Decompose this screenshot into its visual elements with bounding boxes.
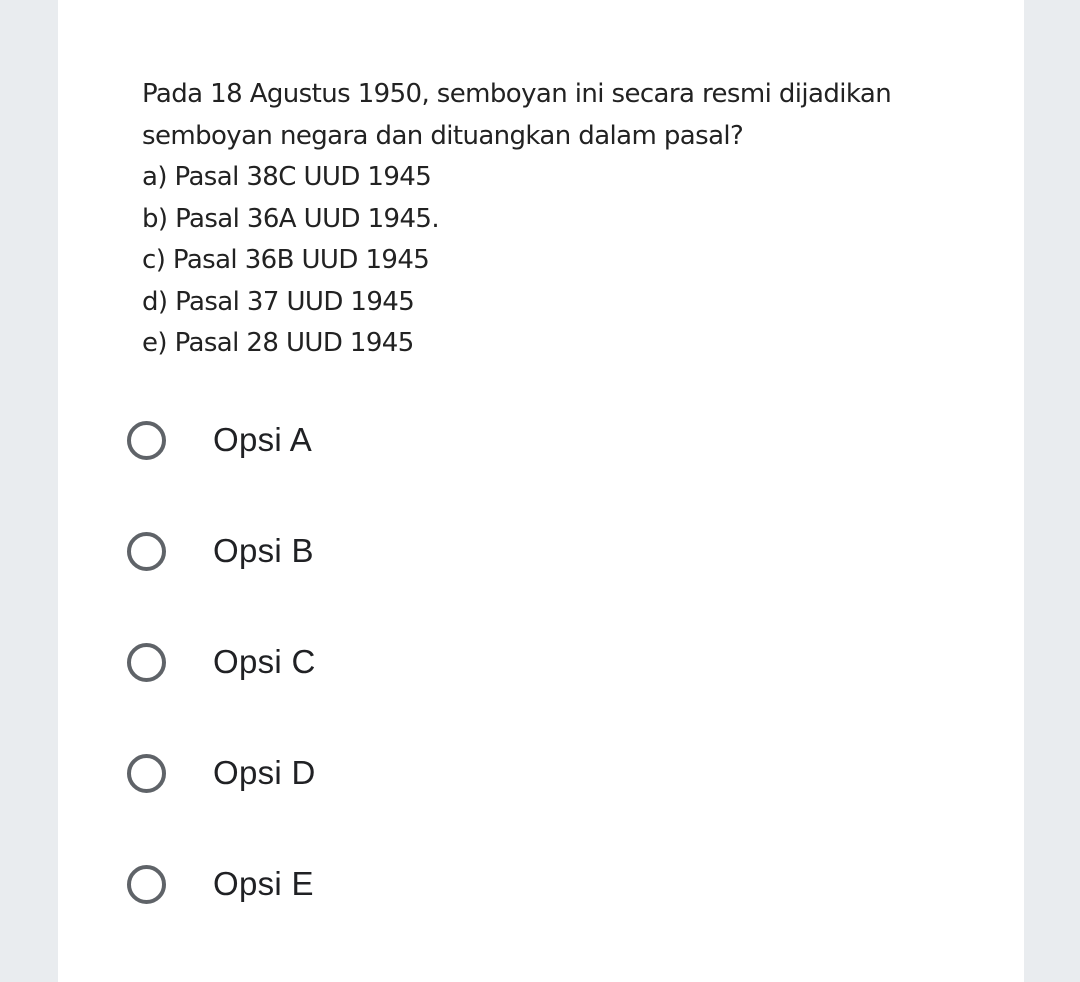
radio-option-a[interactable] bbox=[124, 410, 724, 470]
radio-option-b[interactable] bbox=[124, 521, 724, 581]
radio-option-c[interactable] bbox=[124, 632, 724, 692]
radio-option-label: Opsi D bbox=[213, 754, 316, 791]
radio-circle-icon bbox=[127, 421, 166, 460]
radio-option-label: Opsi A bbox=[213, 421, 313, 458]
question-line: Pada 18 Agustus 1950, semboyan ini secara resmi dijadikan bbox=[142, 79, 892, 109]
radio-circle-icon bbox=[127, 865, 166, 904]
radio-option-e[interactable] bbox=[124, 854, 724, 914]
radio-circle-icon bbox=[127, 754, 166, 793]
choice-text-d: d) Pasal 37 UUD 1945 bbox=[142, 286, 415, 317]
radio-button[interactable] bbox=[124, 751, 168, 795]
choice-text-c: c) Pasal 36B UUD 1945 bbox=[142, 245, 430, 275]
radio-circle-icon bbox=[127, 532, 166, 571]
radio-option-label: Opsi E bbox=[213, 865, 314, 902]
radio-option-label: Opsi C bbox=[213, 643, 316, 680]
radio-circle-icon bbox=[127, 643, 166, 682]
radio-option-d[interactable] bbox=[124, 743, 724, 803]
radio-button[interactable] bbox=[124, 640, 168, 684]
radio-button[interactable] bbox=[124, 862, 168, 906]
choice-text-b: b) Pasal 36A UUD 1945. bbox=[142, 203, 440, 234]
question-text bbox=[142, 74, 982, 365]
radio-button[interactable] bbox=[124, 529, 168, 573]
choice-text-a: a) Pasal 38C UUD 1945 bbox=[142, 162, 432, 192]
question-card bbox=[58, 0, 1024, 982]
question-line: semboyan negara dan dituangkan dalam pasal? bbox=[142, 120, 744, 151]
radio-button[interactable] bbox=[124, 418, 168, 462]
radio-option-label: Opsi B bbox=[213, 532, 314, 569]
choice-text-e: e) Pasal 28 UUD 1945 bbox=[142, 328, 414, 358]
